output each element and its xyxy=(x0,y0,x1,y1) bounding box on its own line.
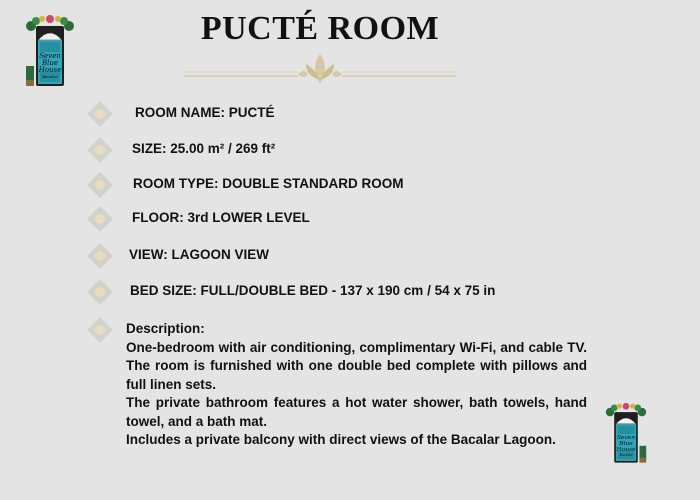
description-paragraph: The private bathroom features a hot water shower, bath towels, hand towel, and a bath mat. xyxy=(126,395,587,429)
diamond-bullet-icon xyxy=(86,316,114,344)
size-label: SIZE: 25.00 m² / 269 ft² xyxy=(132,141,276,156)
description-block xyxy=(126,320,587,450)
bed-size-label: BED SIZE: FULL/DOUBLE BED - 137 x 190 cm / 54 x 75 in xyxy=(130,283,496,298)
description-heading: Description: xyxy=(126,321,205,336)
floor-label: FLOOR: 3rd LOWER LEVEL xyxy=(132,210,310,225)
logo-text-line3: House xyxy=(38,66,62,74)
logo-text-line4: Bacalar xyxy=(619,452,633,457)
diamond-bullet-icon xyxy=(86,278,114,306)
diamond-bullet-icon xyxy=(86,136,114,164)
room-type-label: ROOM TYPE: DOUBLE STANDARD ROOM xyxy=(133,176,404,191)
seven-blue-house-logo-small xyxy=(600,402,652,466)
logo-text-line2: Blue xyxy=(619,440,633,447)
logo-text-line1: Seven xyxy=(616,435,636,442)
logo-text-line2: Blue xyxy=(41,59,59,67)
fleur-divider-ornament xyxy=(180,50,460,90)
view-label: VIEW: LAGOON VIEW xyxy=(129,247,270,262)
seven-blue-house-logo xyxy=(22,14,78,90)
diamond-bullet-icon xyxy=(86,100,114,128)
diamond-bullet-icon xyxy=(86,242,114,270)
diamond-bullet-icon xyxy=(86,205,114,233)
logo-text-line1: Seven xyxy=(39,52,61,60)
description-paragraph: Includes a private balcony with direct views of the Bacalar Lagoon. xyxy=(126,432,556,447)
page-title: PUCTÉ ROOM xyxy=(200,10,440,47)
description-paragraph: One-bedroom with air conditioning, complimentary Wi-Fi, and cable TV. The room is furnished with one double bed complete with pillows and full linen sets. xyxy=(126,339,587,392)
logo-text-line4: Bacalar xyxy=(42,74,58,79)
room-name-label: ROOM NAME: PUCTÉ xyxy=(135,105,275,120)
diamond-bullet-icon xyxy=(86,171,114,199)
logo-text-line3: House xyxy=(616,446,636,453)
